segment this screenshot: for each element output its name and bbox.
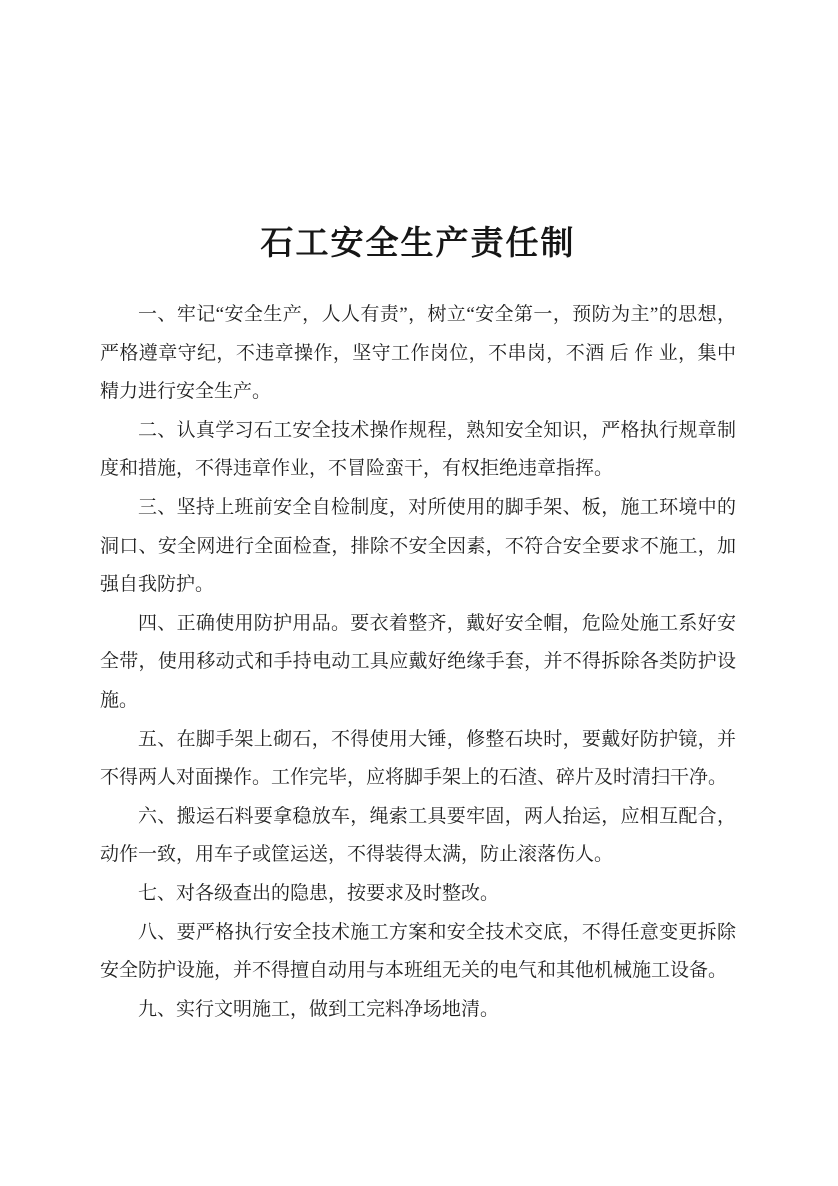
paragraph-7: 七、对各级查出的隐患，按要求及时整改。	[138, 882, 500, 904]
paragraph-9: 九、实行文明施工，做到工完料净场地清。	[138, 998, 500, 1020]
document-body	[100, 296, 736, 1029]
paragraph-5: 五、在脚手架上砌石，不得使用大锤，修整石块时，要戴好防护镜，并不得两人对面操作。工作完毕，应将脚手架上的石渣、碎片及时清扫干净。	[100, 728, 736, 789]
paragraph-1: 一、牢记“安全生产，人人有责”，树立“安全第一，预防为主”的思想，严格遵章守纪，不违章操作，坚守工作岗位，不串岗，不酒 后 作 业，集中精力进行安全生产。	[100, 304, 736, 403]
paragraph-2: 二、认真学习石工安全技术操作规程，熟知安全知识，严格执行规章制度和措施，不得违章作业，不冒险蛮干，有权拒绝违章指挥。	[100, 419, 736, 480]
paragraph-8: 八、要严格执行安全技术施工方案和安全技术交底，不得任意变更拆除安全防护设施，并不得擅自动用与本班组无关的电气和其他机械施工设备。	[100, 921, 736, 982]
paragraph-4: 四、正确使用防护用品。要衣着整齐，戴好安全帽，危险处施工系好安全带，使用移动式和手持电动工具应戴好绝缘手套，并不得拆除各类防护设施。	[100, 612, 736, 711]
paragraph-6: 六、搬运石料要拿稳放车，绳索工具要牢固，两人抬运，应相互配合，动作一致，用车子或筐运送，不得装得太满，防止滚落伤人。	[100, 805, 736, 866]
document-title: 石工安全生产责任制	[260, 224, 576, 261]
paragraph-3: 三、坚持上班前安全自检制度，对所使用的脚手架、板，施工环境中的洞口、安全网进行全面检查，排除不安全因素，不符合安全要求不施工，加强自我防护。	[100, 496, 736, 596]
